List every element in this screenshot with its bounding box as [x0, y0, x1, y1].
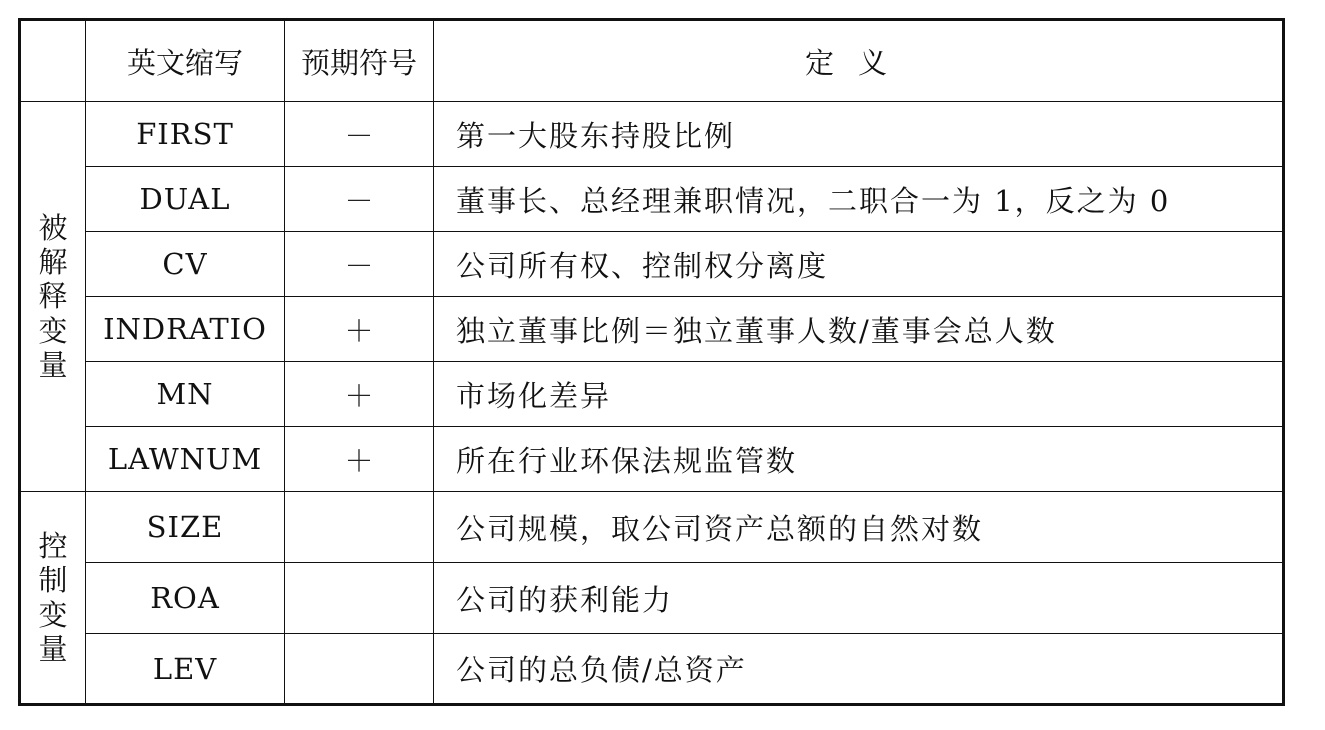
table-row	[20, 634, 1284, 705]
sign-cell: ＋	[285, 297, 434, 362]
definition-cell: 独立董事比例＝独立董事人数/董事会总人数	[434, 297, 1284, 362]
table-row	[20, 232, 1284, 297]
sign-cell	[285, 563, 434, 634]
abbr-cell: MN	[86, 362, 285, 427]
definition-cell: 董事长、总经理兼职情况，二职合一为 1，反之为 0	[434, 167, 1284, 232]
table-row	[20, 427, 1284, 492]
definition-cell: 公司的获利能力	[434, 563, 1284, 634]
sign-cell	[285, 634, 434, 705]
header-sign: 预期符号	[285, 20, 434, 102]
definition-cell: 所在行业环保法规监管数	[434, 427, 1284, 492]
table-row	[20, 297, 1284, 362]
table-row	[20, 362, 1284, 427]
sign-cell: －	[285, 232, 434, 297]
table-row	[20, 102, 1284, 167]
definition-cell: 公司所有权、控制权分离度	[434, 232, 1284, 297]
definition-cell: 公司规模，取公司资产总额的自然对数	[434, 492, 1284, 563]
definition-cell: 第一大股东持股比例	[434, 102, 1284, 167]
abbr-cell: FIRST	[86, 102, 285, 167]
group-label-control	[20, 492, 86, 705]
abbr-cell: DUAL	[86, 167, 285, 232]
definition-cell: 市场化差异	[434, 362, 1284, 427]
sign-cell: ＋	[285, 427, 434, 492]
abbr-cell: CV	[86, 232, 285, 297]
header-group	[20, 20, 86, 102]
group-label-dependent	[20, 102, 86, 492]
sign-cell: －	[285, 167, 434, 232]
table-row	[20, 563, 1284, 634]
table-row	[20, 492, 1284, 563]
sign-cell	[285, 492, 434, 563]
abbr-cell: INDRATIO	[86, 297, 285, 362]
sign-cell: ＋	[285, 362, 434, 427]
definition-cell: 公司的总负债/总资产	[434, 634, 1284, 705]
abbr-cell: LAWNUM	[86, 427, 285, 492]
header-definition: 定义	[434, 20, 1284, 102]
variable-definition-table-wrap	[18, 18, 1285, 706]
header-abbr: 英文缩写	[86, 20, 285, 102]
abbr-cell: SIZE	[86, 492, 285, 563]
abbr-cell: ROA	[86, 563, 285, 634]
group-label-text: 被解释变量	[38, 210, 68, 382]
group-label-text: 控制变量	[38, 529, 68, 666]
sign-cell: －	[285, 102, 434, 167]
table-header-row	[20, 20, 1284, 102]
table-row	[20, 167, 1284, 232]
variable-definition-table	[18, 18, 1285, 706]
abbr-cell: LEV	[86, 634, 285, 705]
